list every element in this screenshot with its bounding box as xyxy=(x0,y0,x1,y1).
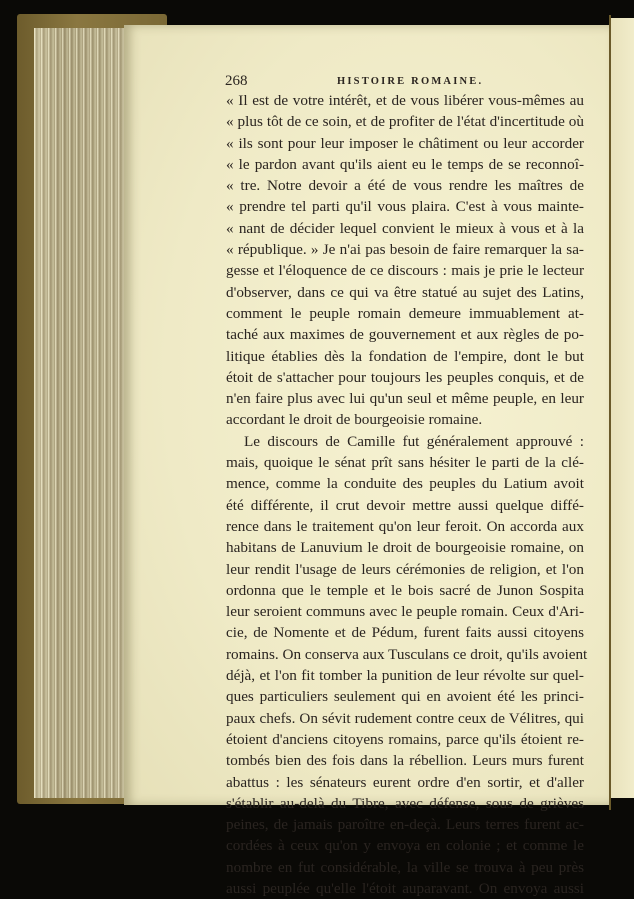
text-line: étoient d'anciens citoyens romains, parce qu'ils étoient re- xyxy=(226,730,584,748)
text-line: gesse et l'éloquence de ce discours : mais je prie le lecteur xyxy=(226,262,584,280)
text-line: abattus : les sénateurs eurent ordre d'en sortir, et d'aller xyxy=(226,773,584,791)
text-line: « prendre tel parti qu'il vous plaira. C'est à vous mainte- xyxy=(226,198,584,216)
text-line: mais, quoique le sénat prît sans hésiter le parti de la clé- xyxy=(226,454,584,472)
text-line: été différente, il crut devoir mettre aussi quelque diffé- xyxy=(226,496,584,514)
text-line: « ils sont pour leur imposer le châtiment ou leur accorder xyxy=(226,134,584,152)
text-line: « tre. Notre devoir a été de vous rendre les maîtres de xyxy=(226,177,584,195)
facing-page-sliver xyxy=(611,18,634,798)
text-line: comment le peuple romain demeure immuablement at- xyxy=(226,304,584,322)
text-line: « plus tôt de ce soin, et de profiter de l'état d'incertitude où xyxy=(226,113,584,131)
text-line: habitans de Lanuvium le droit de bourgeoisie romaine, on xyxy=(226,539,584,557)
text-line: « nant de décider lequel convient le mieux à vous et à la xyxy=(226,219,584,237)
running-title: HISTOIRE ROMAINE. xyxy=(337,76,484,87)
text-line: cie, de Nomente et de Pédum, furent faits aussi citoyens xyxy=(226,624,584,642)
text-line: litique établies dès la fondation de l'empire, dont le but xyxy=(226,347,584,365)
text-line: déjà, et l'on fit tomber la punition de leur révolte sur quel- xyxy=(226,667,584,685)
text-line: nombre en fut considérable, la ville se trouva à peu près xyxy=(226,858,584,876)
text-line: ques particuliers seulement qui en avoient été les princi- xyxy=(226,688,584,706)
text-line: n'en faire plus avec lui qu'un seul et même peuple, en leur xyxy=(226,390,584,408)
text-line: paux chefs. On sévit rudement contre ceux de Vélitres, qui xyxy=(226,709,584,727)
text-line: accordant le droit de bourgeoisie romaine. xyxy=(226,411,483,429)
text-line: s'établir au-delà du Tibre, avec défense, sous de grièves xyxy=(226,794,584,812)
text-line: leur seroient communs avec le peuple romain. Ceux d'Ari- xyxy=(226,603,584,621)
text-line: rence dans le traitement qu'on leur feroit. On accorda aux xyxy=(226,517,584,535)
text-line: ordonna que le temple et le bois sacré de Junon Sospita xyxy=(226,581,584,599)
text-line: étoit de s'attacher pour toujours les peuples conquis, et de xyxy=(226,368,584,386)
gutter-line xyxy=(609,15,611,810)
page-number: 268 xyxy=(225,73,248,89)
text-line: peines, de jamais paroître en-deçà. Leurs terres furent ac- xyxy=(226,816,584,834)
text-line: « le pardon avant qu'ils aient eu le temps de se reconnoî- xyxy=(226,155,584,173)
text-line: mence, comme la conduite des peuples du Latium avoit xyxy=(226,475,584,493)
running-head xyxy=(225,73,582,89)
text-line: « Il est de votre intérêt, et de vous libérer vous-mêmes au xyxy=(226,92,584,109)
body-text xyxy=(226,90,588,899)
text-line: d'observer, dans ce qui va être statué au sujet des Latins, xyxy=(226,283,584,301)
text-line: cordées à ceux qu'on y envoya en colonie ; et comme le xyxy=(226,837,584,855)
page-block-edges xyxy=(34,28,126,798)
text-line: taché aux maximes de gouvernement et aux règles de po- xyxy=(226,326,584,344)
text-line: « république. » Je n'ai pas besoin de faire remarquer la sa- xyxy=(226,241,584,259)
text-line: leur rendit l'usage de leurs cérémonies de religion, et l'on xyxy=(226,560,584,578)
text-line: Le discours de Camille fut généralement approuvé : xyxy=(244,432,584,450)
text-line: romains. On conserva aux Tusculans ce droit, qu'ils avoient xyxy=(226,645,588,663)
text-line: aussi peuplée qu'elle l'étoit auparavant. On envoya aussi xyxy=(226,879,584,897)
text-line: tombés bien des fois dans la rébellion. Leurs murs furent xyxy=(226,752,584,770)
